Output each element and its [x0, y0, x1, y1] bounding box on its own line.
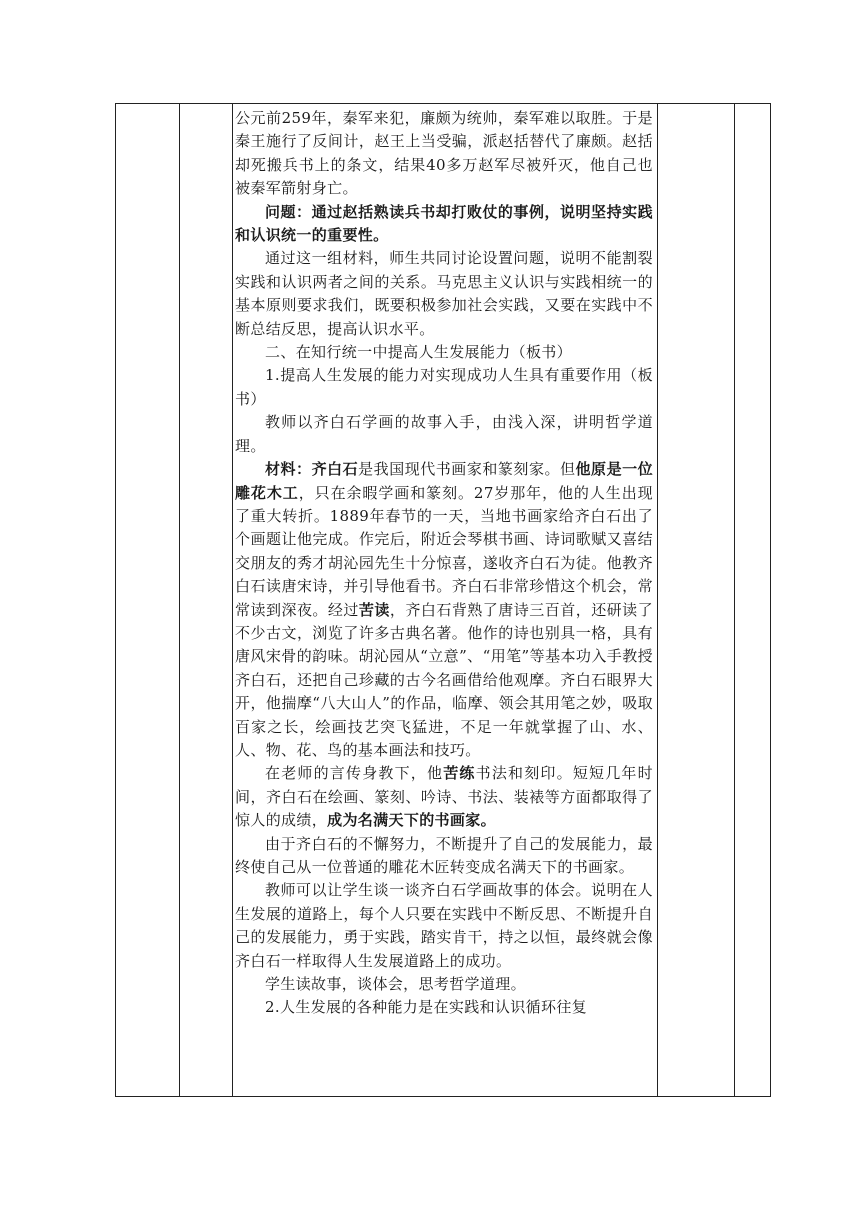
- column-divider: [657, 104, 658, 1096]
- text-run: ，只在余暇学画和篆刻。27岁那年，他的人生出现了重大转折。1889年春节的一天，当地书画家给齐白石出了个画题让他完成。作完后，附近会琴棋书画、诗词歌赋又喜结交朋友的秀才胡沁园先生十分惊喜，遂收齐白石为徒。他教齐白石读唐宋诗，并引导他看书。齐白石非常珍惜这个机会，常常读到深夜。经过: [235, 483, 653, 619]
- lesson-paragraph: [235, 996, 653, 1019]
- column-divider: [232, 104, 233, 1096]
- lesson-paragraph: [235, 247, 653, 341]
- lesson-paragraph: [235, 411, 653, 458]
- lesson-content-cell: [235, 107, 653, 1020]
- bold-text-run: 材料：齐白石: [265, 460, 359, 479]
- text-run: 书法和刻印。短短几年时间，齐白石在绘画、篆刻、吟诗、书法、装裱等方面都取得了惊人的成绩，: [235, 764, 653, 830]
- text-run: 是我国现代书画家和篆刻家。但: [358, 460, 576, 479]
- lesson-paragraph: [235, 341, 653, 364]
- text-run: 公元前259年，秦军来犯，廉颇为统帅，秦军难以取胜。于是秦王施行了反间计，赵王上当受骗，派赵括替代了廉颇。赵括却死搬兵书上的条文，结果40多万赵军尽被歼灭，他自己也被秦军箭射身亡。: [235, 109, 653, 198]
- text-run: 通过这一组材料，师生共同讨论设置问题，说明不能割裂实践和认识两者之间的关系。马克思主义认识与实践相统一的基本原则要求我们，既要积极参加社会实践，又要在实践中不断总结反思，提高认识水平。: [235, 249, 653, 338]
- text-run: 教师可以让学生谈一谈齐白石学画故事的体会。说明在人生发展的道路上，每个人只要在实践中不断反思、不断提升自己的发展能力，勇于实践，踏实肯干，持之以恒，最终就会像齐白石一样取得人生发展道路上的成功。: [235, 881, 653, 970]
- lesson-paragraph: [235, 107, 653, 201]
- text-run: 学生读故事，谈体会，思考哲学道理。: [265, 975, 526, 994]
- lesson-paragraph: [235, 458, 653, 762]
- text-run: 教师以齐白石学画的故事入手，由浅入深，讲明哲学道理。: [235, 413, 653, 455]
- bold-text-run: 问题：通过赵括熟读兵书却打败仗的事例，说明坚持实践和认识统一的重要性。: [235, 202, 653, 245]
- bold-text-run: 苦练: [443, 764, 476, 783]
- column-divider: [179, 104, 180, 1096]
- lesson-paragraph: [235, 762, 653, 832]
- bold-text-run: 苦读: [358, 600, 390, 619]
- text-run: ，齐白石背熟了唐诗三百首，还研读了不少古文，浏览了许多古典名著。他作的诗也别具一格，具有唐风宋骨的韵味。胡沁园从“立意”、“用笔”等基本功入手教授齐白石，还把自己珍藏的古今名画借给他观摩。齐白石眼界大开，他揣摩“八大山人”的作品，临摩、领会其用笔之妙，吸取百家之长，绘画技艺突飞猛进，不足一年就掌握了山、水、人、物、花、鸟的基本画法和技巧。: [235, 600, 653, 759]
- lesson-paragraph: [235, 879, 653, 973]
- text-run: 二、在知行统一中提高人生发展能力（板书）: [265, 343, 573, 362]
- lesson-paragraph: [235, 973, 653, 996]
- column-divider: [734, 104, 735, 1096]
- text-run: 1.提高人生发展的能力对实现成功人生具有重要作用（板书）: [235, 366, 653, 408]
- lesson-table: [115, 103, 771, 1097]
- lesson-paragraph: [235, 833, 653, 880]
- text-run: 由于齐白石的不懈努力，不断提升了自己的发展能力，最终使自己从一位普通的雕花木匠转变成名满天下的书画家。: [235, 834, 653, 876]
- bold-text-run: 他原是一位雕花木工: [235, 460, 653, 502]
- text-run: 在老师的言传身教下，他: [265, 764, 444, 783]
- lesson-paragraph: [235, 364, 653, 411]
- bold-text-run: 成为名满天下的书画家。: [327, 811, 496, 830]
- lesson-paragraph: [235, 201, 653, 248]
- text-run: 2.人生发展的各种能力是在实践和认识循环往复: [265, 998, 588, 1017]
